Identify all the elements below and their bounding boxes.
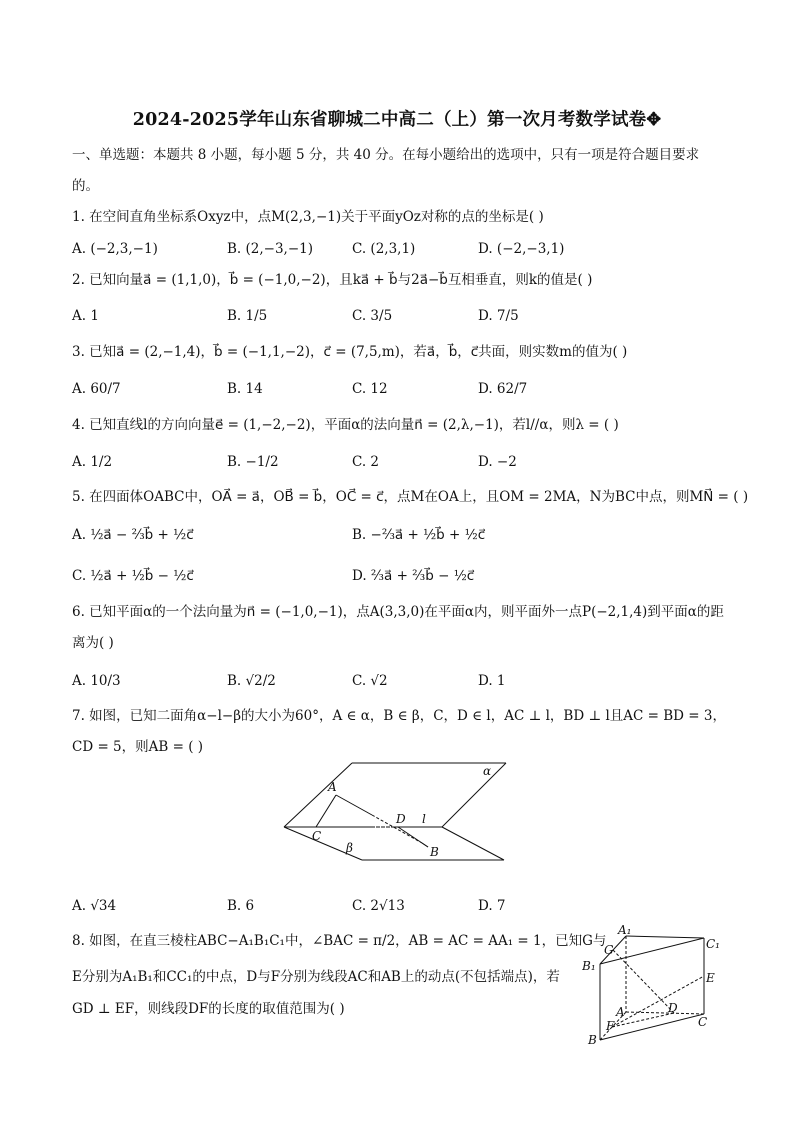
question-5-stem: 5. 在四面体OABC中，OA⃗ = a⃗，OB⃗ = b⃗，OC⃗ = c⃗，点M在OA上，且OM = 2MA，N为BC中点，则MN⃗ = ( ) [72,489,749,505]
label-d: D [396,812,406,826]
label-c: C [698,1015,708,1029]
q4-option-c: C. 2 [352,454,380,470]
q6-option-b: B. √2/2 [227,673,276,689]
q1-option-b: B. (2,−3,−1) [227,241,314,257]
question-6-stem: 6. 已知平面α的一个法向量为n⃗ = (−1,0,−1)，点A(3,3,0)在平面α内，则平面外一点P(−2,1,4)到平面α的距 [72,604,724,620]
label-a1: A₁ [618,924,632,937]
q3-option-a: A. 60/7 [72,381,121,397]
q7-option-b: B. 6 [227,898,255,914]
segment-ac [316,795,336,827]
alpha-plane-edge-left [284,763,352,827]
label-g: G [604,943,614,957]
q1-option-a: A. (−2,3,−1) [72,241,158,257]
prism-figure [582,924,732,1050]
dihedral-angle-figure [280,755,510,865]
q7-option-d: D. 7 [478,898,506,914]
q1-option-d: D. (−2,−3,1) [478,241,565,257]
segment-ab-visible [336,795,372,815]
q5-option-c: C. ½a⃗ + ½b⃗ − ½c⃗ [72,568,194,584]
q5-option-a: A. ½a⃗ − ⅔b⃗ + ½c⃗ [72,527,194,543]
label-f: F [606,1019,615,1033]
label-b: B [588,1033,597,1047]
label-b1: B₁ [582,959,596,973]
label-e: E [706,971,715,985]
edge-a1c1 [626,936,704,938]
q7-option-c: C. 2√13 [352,898,405,914]
page-title: 2024-2025学年山东省聊城二中高二（上）第一次月考数学试卷✥ [132,110,662,130]
question-6-stem-cont: 离为( ) [72,635,114,651]
question-1-stem: 1. 在空间直角坐标系Oxyz中，点M(2,3,−1)关于平面yOz对称的点的坐标是( ) [72,209,544,225]
question-3-stem: 3. 已知a⃗ = (2,−1,4)，b⃗ = (−1,1,−2)，c⃗ = (7,5,m)，若a⃗，b⃗，c⃗共面，则实数m的值为( ) [72,344,628,360]
edge-b1c1 [600,938,704,964]
question-4-stem: 4. 已知直线l的方向向量e⃗ = (1,−2,−2)，平面α的法向量n⃗ = (2,λ,−1)，若l//α，则λ = ( ) [72,417,619,433]
question-7-stem-cont: CD = 5，则AB = ( ) [72,739,204,755]
q3-option-c: C. 12 [352,381,388,397]
question-8-stem-cont1: E分别为A₁B₁和CC₁的中点，D与F分别为线段AC和AB上的动点(不包括端点)，若 [72,969,560,985]
q4-option-d: D. −2 [478,454,517,470]
label-alpha: α [483,764,492,778]
q2-option-b: B. 1/5 [227,308,268,324]
section-heading: 一、单选题：本题共 8 小题，每小题 5 分，共 40 分。在每小题给出的选项中，只有一项是符合题目要求 [72,147,700,163]
q6-option-d: D. 1 [478,673,506,689]
q2-option-a: A. 1 [72,308,99,324]
label-l: l [422,812,426,826]
edge-ac [626,1012,704,1014]
q5-option-d: D. ⅔a⃗ + ⅔b⃗ − ½c⃗ [352,568,475,584]
segment-b-end [422,843,428,847]
label-c: C [312,829,322,843]
label-b: B [430,845,439,859]
alpha-plane-edge-right [442,763,506,827]
q5-option-b: B. −⅔a⃗ + ½b⃗ + ½c⃗ [352,527,486,543]
segment-gd [613,950,674,1013]
q3-option-b: B. 14 [227,381,263,397]
label-d: D [668,1001,678,1015]
q2-option-d: D. 7/5 [478,308,519,324]
label-c1: C₁ [706,937,720,951]
label-a: A [328,780,337,794]
q6-option-c: C. √2 [352,673,388,689]
question-8-stem: 8. 如图，在直三棱柱ABC−A₁B₁C₁中，∠BAC = π/2，AB = AC = AA₁ = 1，已知G与 [72,933,607,949]
question-8-stem-cont2: GD ⊥ EF，则线段DF的长度的取值范围为( ) [72,1001,345,1017]
question-7-stem: 7. 如图，已知二面角α−l−β的大小为60°，A ∈ α，B ∈ β，C，D ∈ l，AC ⊥ l，BD ⊥ l且AC = BD = 3， [72,708,726,724]
q7-option-a: A. √34 [72,898,117,914]
q3-option-d: D. 62/7 [478,381,528,397]
section-heading-cont: 的。 [72,178,99,194]
q1-option-c: C. (2,3,1) [352,241,416,257]
q4-option-b: B. −1/2 [227,454,279,470]
q4-option-a: A. 1/2 [72,454,113,470]
question-2-stem: 2. 已知向量a⃗ = (1,1,0)，b⃗ = (−1,0,−2)，且ka⃗ + b⃗与2a⃗−b⃗互相垂直，则k的值是( ) [72,272,593,288]
label-beta: β [346,841,353,855]
q2-option-c: C. 3/5 [352,308,393,324]
label-a: A [616,1005,625,1019]
beta-plane-edge-right [442,827,504,860]
q6-option-a: A. 10/3 [72,673,121,689]
